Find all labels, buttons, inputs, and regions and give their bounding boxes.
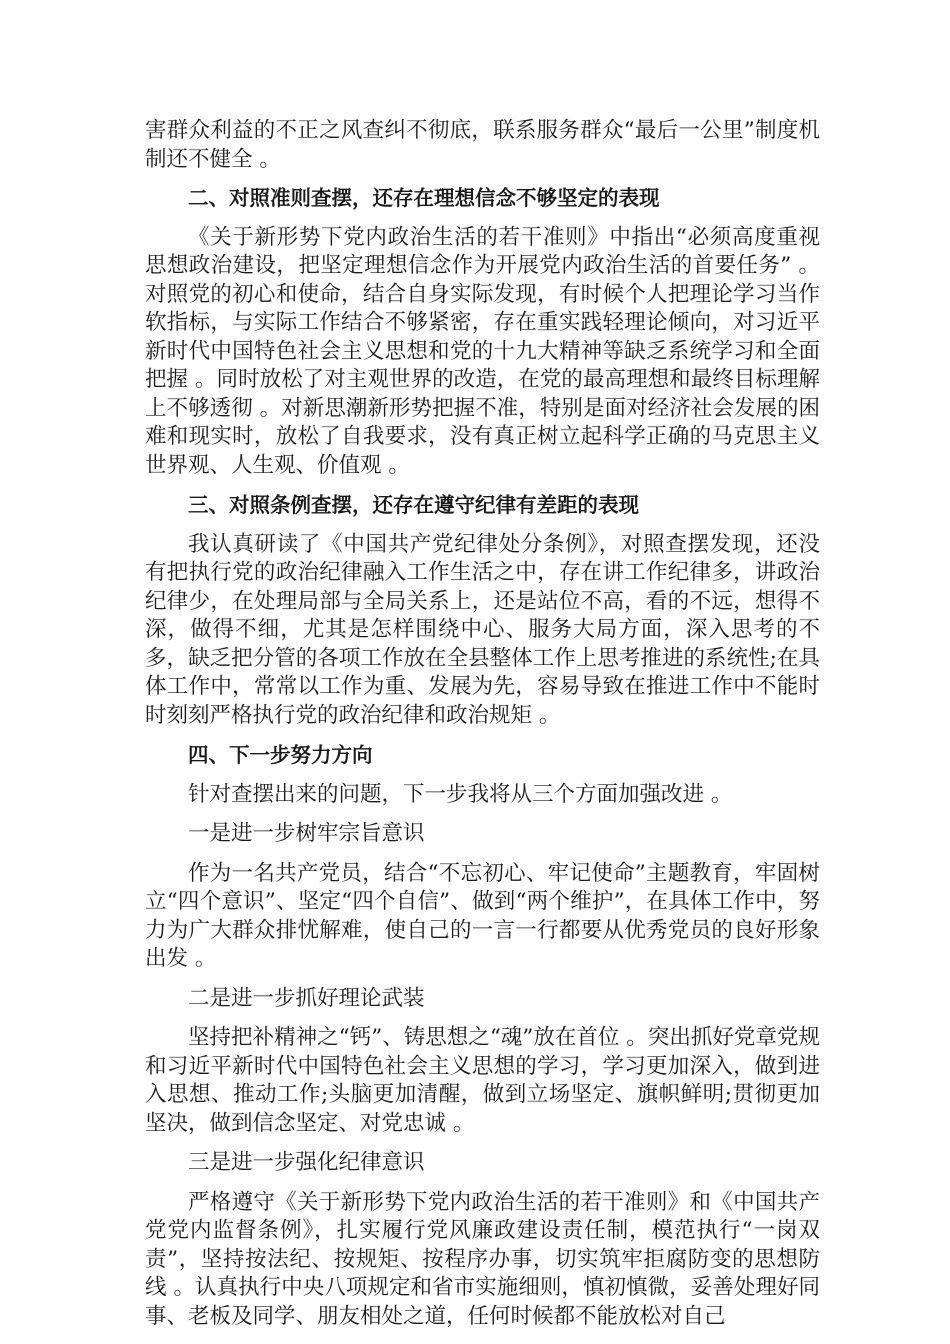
subheading-purpose: 一是进一步树牢宗旨意识: [188, 821, 425, 846]
paragraph-discipline: 我认真研读了《中国共产党纪律处分条例》，对照查摆发现，还没有把执行党的政治纪律融入工作生活之中，存在讲工作纪律多，讲政治纪律少，在处理局部与全局关系上，还是站位不高，看的不远，想得不深，做得不细，尤其是怎样围绕中心、服务大局方面，深入思考的不多，缺乏把分管的各项工作放在全县整体工作上思考推进的系统性;在具体工作中，常常以工作为重、发展为先，容易导致在推进工作中不能时时刻刻严格执行党的政治纪律和政治规矩 。: [145, 531, 820, 728]
subheading-discipline: 三是进一步强化纪律意识: [188, 1150, 425, 1175]
paragraph-continued: 害群众利益的不正之风查纠不彻底，联系服务群众“最后一公里”制度机制还不健全 。: [145, 118, 820, 172]
document-body: [145, 117, 820, 1331]
paragraph-guidelines: 《关于新形势下党内政治生活的若干准则》中指出“必须高度重视思想政治建设，把坚定理想信念作为开展党内政治生活的首要任务” 。对照党的初心和使命，结合自身实际发现，有时候个人把理论学习当作软指标，与实际工作结合不够紧密，存在重实践轻理论倾向，对习近平新时代中国特色社会主义思想和党的十九大精神等缺乏系统学习和全面把握 。同时放松了对主观世界的改造，在党的最高理想和最终目标理解上不够透彻 。对新思潮新形势把握不准，特别是面对经济社会发展的困难和现实时，放松了自我要求，没有真正树立起科学正确的马克思主义世界观、人生观、价值观 。: [145, 224, 820, 478]
subheading-theory: 二是进一步抓好理论武装: [188, 985, 425, 1011]
paragraph-purpose: 作为一名共产党员，结合“不忘初心、牢记使命”主题教育，牢固树立“四个意识”、坚定“四个自信”、做到“两个维护”，在具体工作中，努力为广大群众排忧解难，使自己的一言一行都要从优秀党员的良好形象出发 。: [145, 860, 820, 971]
paragraph-theory: 坚持把补精神之“钙”、铸思想之“魂”放在首位 。突出抓好党章党规和习近平新时代中国特色社会主义思想的学习，学习更加深入，做到进入思想、推动工作;头脑更加清醒，做到立场坚定、旗帜鲜明;贯彻更加坚决，做到信念坚定、对党忠诚 。: [145, 1025, 820, 1136]
section-heading-3: 三、对照条例查摆，还存在遵守纪律有差距的表现: [188, 493, 639, 517]
section-heading-4: 四、下一步努力方向: [188, 743, 373, 767]
paragraph-strengthen-discipline: 严格遵守《关于新形势下党内政治生活的若干准则》和《中国共产党党内监督条例》，扎实履行党风廉政建设责任制，模范执行“一岗双责”，坚持按法纪、按规矩、按程序办事，切实筑牢拒腐防变的思想防线 。认真执行中央八项规定和省市实施细则，慎初慎微，妥善处理好同事、老板及同学、朋友相处之道，任何时候都不能放松对自己: [145, 1189, 820, 1329]
section-heading-2: 二、对照准则查摆，还存在理想信念不够坚定的表现: [188, 186, 660, 210]
paragraph-intro-improvement: 针对查摆出来的问题，下一步我将从三个方面加强改进 。: [188, 781, 733, 807]
